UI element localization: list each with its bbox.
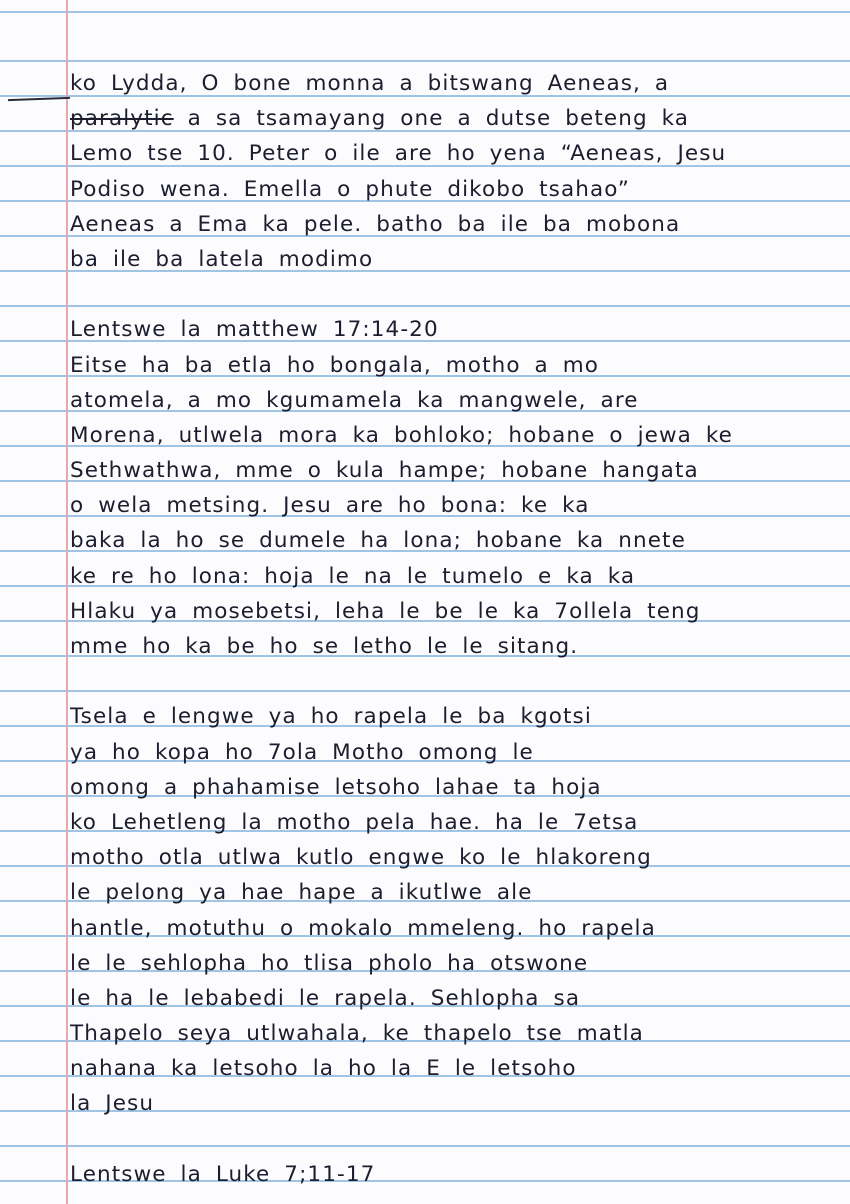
blank-line [70,664,840,699]
text-line: o wela metsing. Jesu are ho bona: ke ka [70,493,590,519]
text-line: Morena, utlwela mora ka bohloko; hobane o jewa ke [70,422,733,448]
text-line: Lemo tse 10. Peter o ile are ho yena “Aeneas, Jesu [70,141,727,167]
text-line: motho otla utlwa kutlo engwe ko le hlakoreng [70,845,652,871]
text-line: Hlaku ya mosebetsi, leha le be le ka 7ollela teng [70,598,701,624]
pen-stroke [8,97,70,101]
blank-line [70,277,840,312]
text-line: Sethwathwa, mme o kula hampe; hobane hangata [70,458,699,484]
text-line: baka la ho se dumele ha lona; hobane ka nnete [70,528,686,554]
section-heading: Lentswe la Luke 7;11-17 [70,1161,376,1187]
text-line: ya ho kopa ho 7ola Motho omong le [70,739,534,765]
blank-line [70,1122,840,1157]
crossed-out-word: paralytic [70,106,174,132]
text-line: Thapelo seya utlwahala, ke thapelo tse matla [70,1021,644,1047]
section-heading: Lentswe la matthew 17:14-20 [70,317,439,343]
text-line: Podiso wena. Emella o phute dikobo tsahao” [70,176,630,202]
text-line: ko Lydda, O bone monna a bitswang Aeneas, a [70,71,670,96]
text-line: ke re ho lona: hoja le na le tumelo e ka ka [70,563,636,589]
text-line: le le sehlopha ho tlisa pholo ha otswone [70,950,589,976]
text-line: ba ile ba latela modimo [70,246,374,272]
text-line: atomela, a mo kgumamela ka mangwele, are [70,387,639,413]
text-line: le pelong ya hae hape a ikutlwe ale [70,880,533,906]
text-line: le ha le lebabedi le rapela. Sehlopha sa [70,985,581,1011]
text-line: Aeneas a Ema ka pele. batho ba ile ba mobona [70,211,681,237]
text-line-rest: a sa tsamayang one a dutse beteng ka [187,106,690,132]
text-line: Eitse ha ba etla ho bongala, motho a mo [70,352,600,378]
margin-line [66,0,68,1204]
text-line: la Jesu [70,1091,155,1117]
text-line [70,101,840,136]
handwritten-text [70,66,840,1192]
text-line: omong a phahamise letsoho lahae ta hoja [70,774,602,800]
text-line: hantle, motuthu o mokalo mmeleng. ho rapela [70,915,656,941]
text-line: mme ho ka be ho se letho le le sitang. [70,634,579,659]
text-line: Tsela e lengwe ya ho rapela le ba kgotsi [70,704,592,730]
text-line: nahana ka letsoho la ho la E le letsoho [70,1056,577,1082]
text-line: ko Lehetleng la motho pela hae. ha le 7etsa [70,809,639,835]
